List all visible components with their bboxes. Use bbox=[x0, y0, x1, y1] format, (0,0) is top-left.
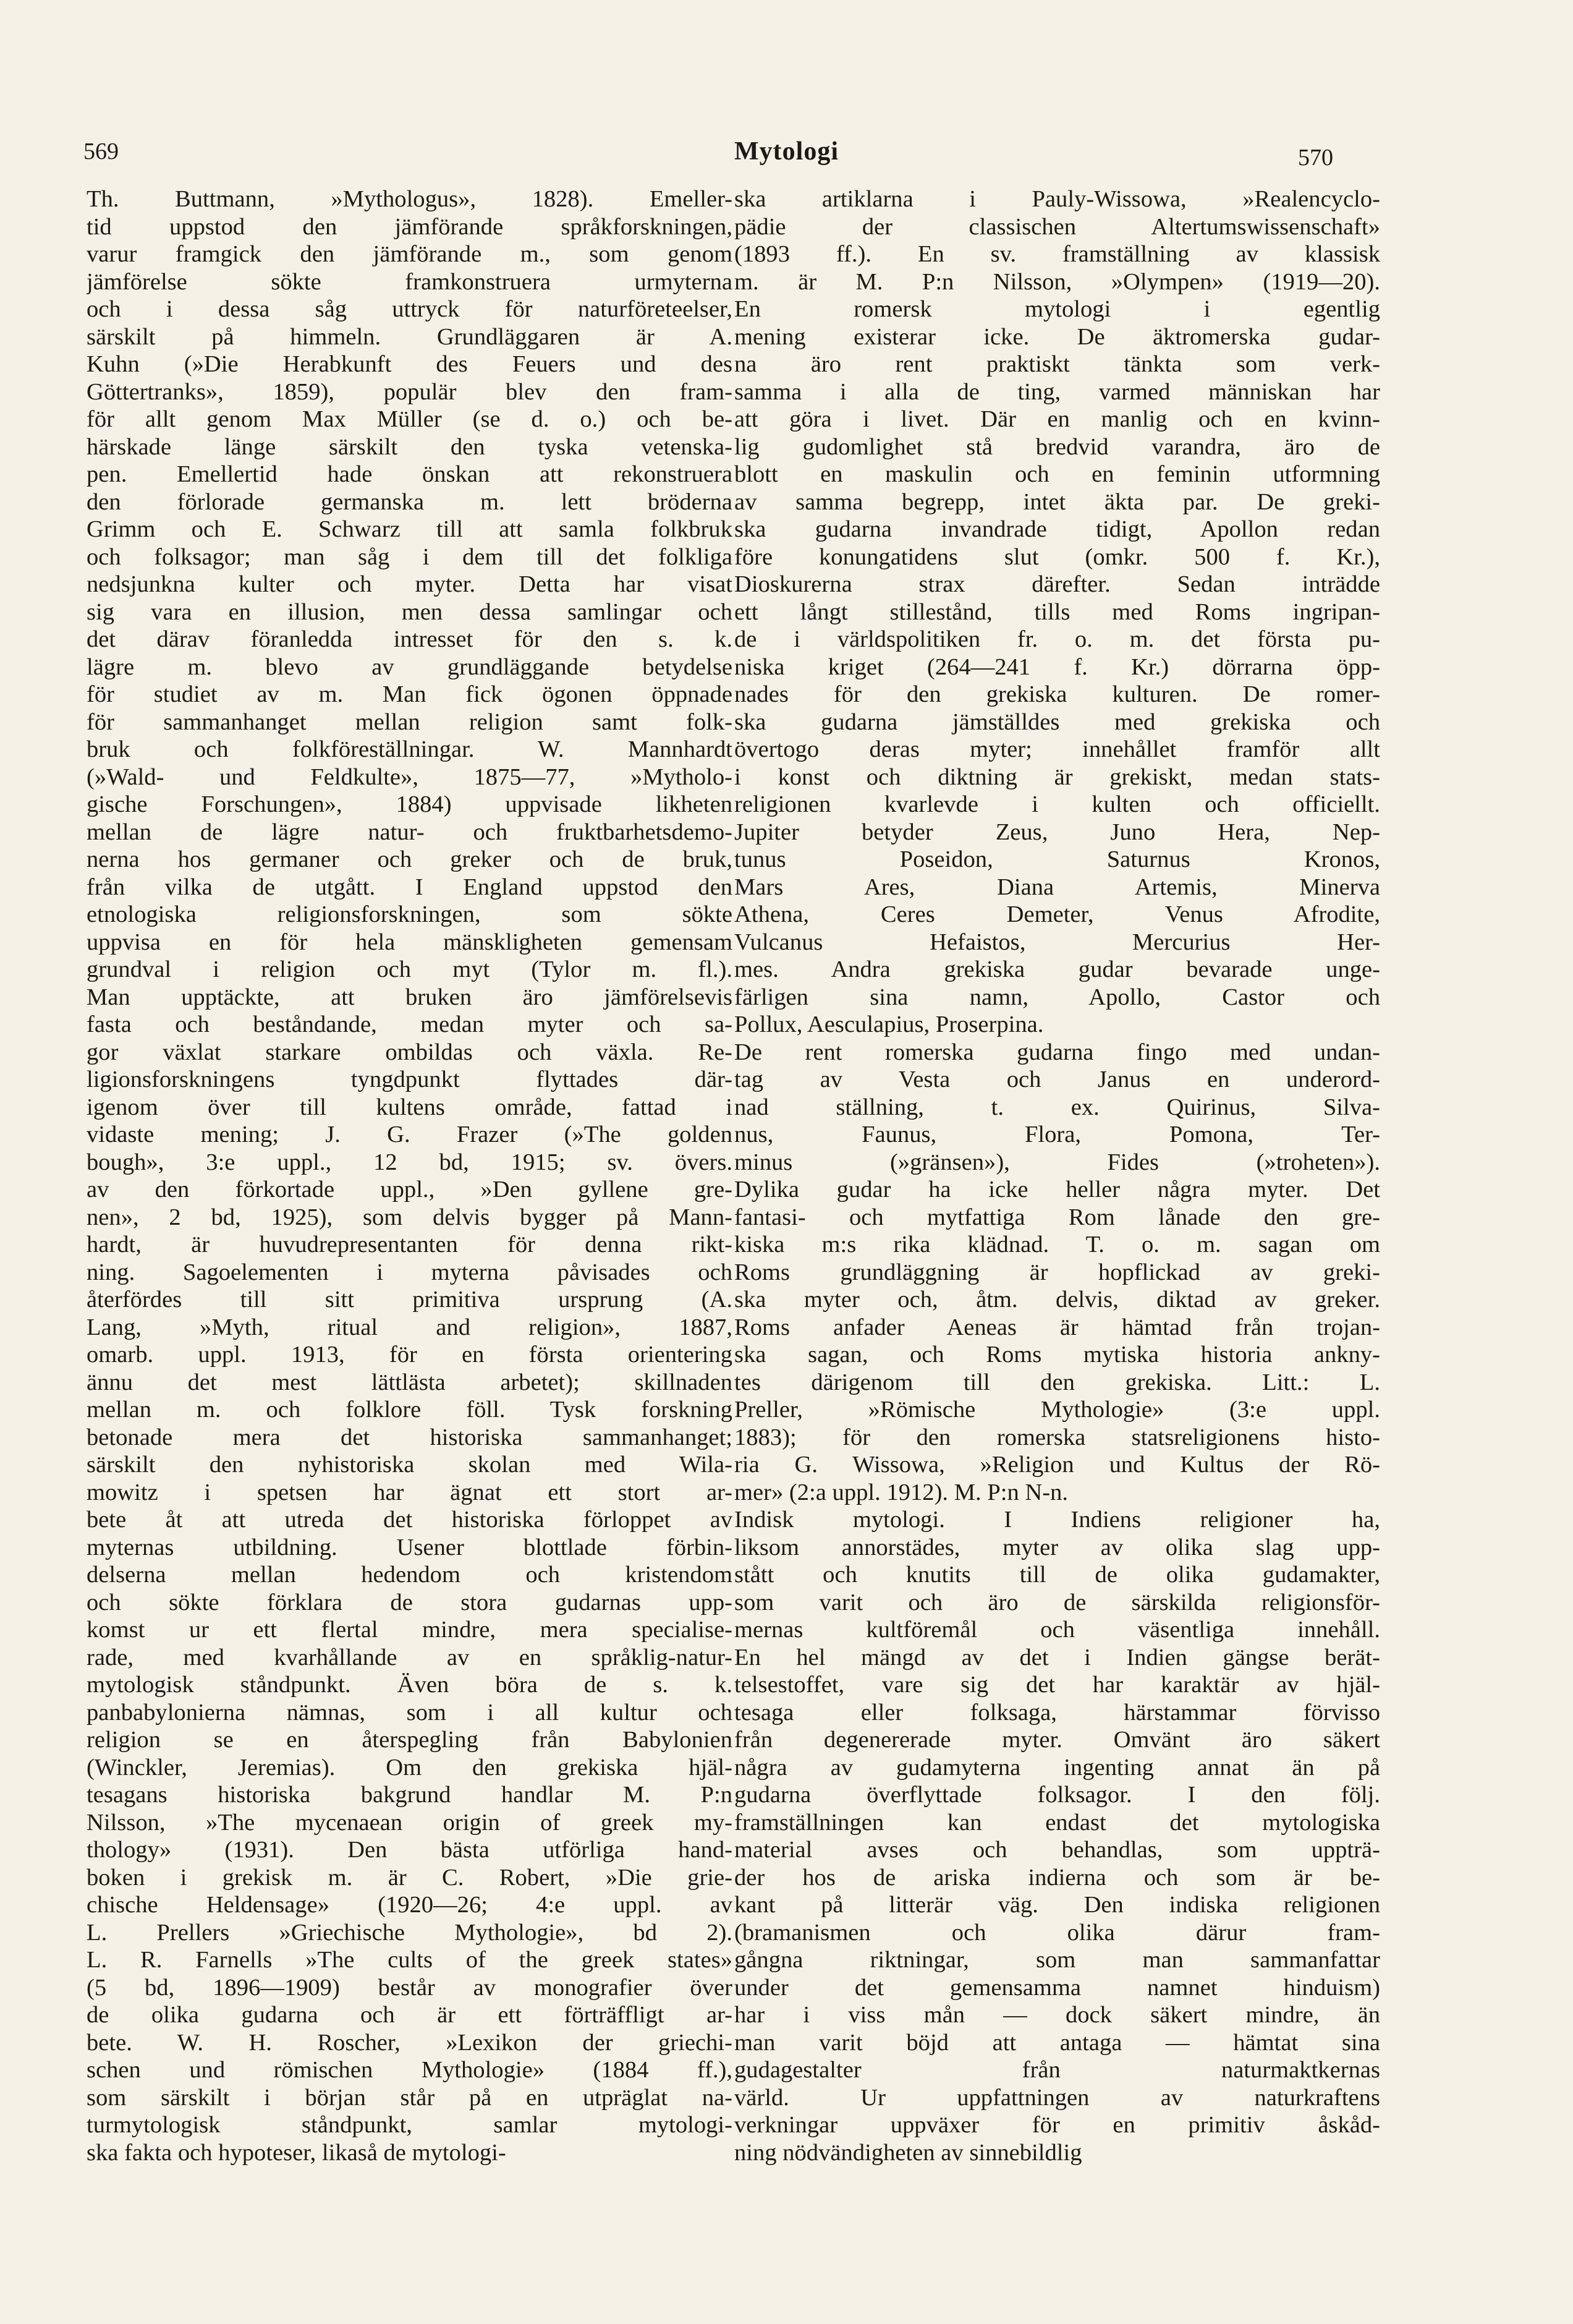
text-line: pädie der classischen Altertumswissenschaft» bbox=[734, 213, 1380, 240]
text-line: Pollux, Aesculapius, Proserpina. bbox=[734, 1011, 1044, 1037]
text-line: gudagestalter från naturmaktkernas bbox=[734, 2057, 1380, 2083]
text-line: har i viss mån — dock säkert mindre, än bbox=[734, 2002, 1380, 2028]
text-line: material avses och behandlas, som uppträ- bbox=[734, 1837, 1380, 1863]
text-line: som varit och äro de särskilda religionsför- bbox=[734, 1589, 1380, 1615]
text-line: religionen kvarlevde i kulten och officiellt. bbox=[734, 791, 1380, 817]
text-line: chische Heldensage» (1920—26; 4:e uppl. av bbox=[87, 1892, 732, 1918]
running-title: Mytologi bbox=[734, 137, 839, 166]
text-line: Göttertranks», 1859), populär blev den fram- bbox=[87, 378, 732, 405]
text-line: komst ur ett flertal mindre, mera specialise- bbox=[87, 1617, 732, 1643]
text-line: (5 bd, 1896—1909) består av monografier över bbox=[87, 1974, 732, 2001]
text-line: (bramanismen och olika därur fram- bbox=[734, 1919, 1380, 1946]
text-line: liksom annorstädes, myter av olika slag upp- bbox=[734, 1534, 1380, 1560]
text-line: na äro rent praktiskt tänkta som verk- bbox=[734, 351, 1380, 377]
text-line: ligionsforskningens tyngdpunkt flyttades där- bbox=[87, 1066, 732, 1092]
text-line: tesaga eller folksaga, härstammar förvisso bbox=[734, 1699, 1380, 1726]
text-line: ska artiklarna i Pauly-Wissowa, »Realencyclo- bbox=[734, 186, 1380, 212]
text-line: i konst och diktning är grekiskt, medan stats- bbox=[734, 764, 1380, 790]
text-line: pen. Emellertid hade önskan att rekonstruera bbox=[87, 461, 732, 487]
left-page-number: 569 bbox=[83, 138, 119, 164]
text-line: fantasi- och mytfattiga Rom lånade den gre- bbox=[734, 1204, 1380, 1230]
text-line: ska myter och, åtm. delvis, diktad av greker. bbox=[734, 1287, 1380, 1313]
text-line: och sökte förklara de stora gudarnas upp- bbox=[87, 1589, 732, 1615]
text-line: ett långt stillestånd, tills med Roms ingripan- bbox=[734, 598, 1380, 625]
text-line: mowitz i spetsen har ägnat ett stort ar- bbox=[87, 1479, 732, 1505]
text-line: delserna mellan hedendom och kristendom bbox=[87, 1562, 732, 1588]
text-line: varur framgick den jämförande m., som genom bbox=[87, 241, 732, 267]
text-line: gische Forschungen», 1884) uppvisade likheten bbox=[87, 791, 732, 817]
text-line: ning. Sagoelementen i myterna påvisades och bbox=[87, 1259, 732, 1285]
text-line: nedsjunkna kulter och myter. Detta har visat bbox=[87, 571, 732, 597]
text-line: samma i alla de ting, varmed människan har bbox=[734, 378, 1380, 405]
text-line: Kuhn (»Die Herabkunft des Feuers und des bbox=[87, 351, 732, 377]
text-line: det därav föranledda intresset för den s. k. bbox=[87, 626, 732, 652]
text-line: mening existerar icke. De äktromerska gudar- bbox=[734, 323, 1380, 350]
text-line: och folksagor; man såg i dem till det folkliga bbox=[87, 543, 732, 570]
text-line: för allt genom Max Müller (se d. o.) och be- bbox=[87, 406, 732, 432]
text-line: Jupiter betyder Zeus, Juno Hera, Nep- bbox=[734, 819, 1380, 845]
text-line: m. är M. P:n Nilsson, »Olympen» (1919—20). bbox=[734, 268, 1380, 295]
text-line: schen und römischen Mythologie» (1884 ff.), bbox=[87, 2057, 732, 2083]
text-line: bruk och folkföreställningar. W. Mannhardt bbox=[87, 736, 732, 762]
text-line: och i dessa såg uttryck för naturföreteelser, bbox=[87, 296, 732, 322]
text-line: att göra i livet. Där en manlig och en kvinn- bbox=[734, 406, 1380, 432]
text-line: Dylika gudar ha icke heller några myter. Det bbox=[734, 1177, 1380, 1202]
text-line: De rent romerska gudarna fingo med undan- bbox=[734, 1039, 1380, 1065]
text-line: En hel mängd av det i Indien gängse berät- bbox=[734, 1644, 1380, 1671]
text-line: Lang, »Myth, ritual and religion», 1887, bbox=[87, 1314, 732, 1340]
text-line: Roms anfader Aeneas är hämtad från trojan- bbox=[734, 1314, 1380, 1340]
text-line: under det gemensamma namnet hinduism) bbox=[734, 1974, 1380, 2001]
text-line: tesagans historiska bakgrund handlar M. P:n bbox=[87, 1782, 732, 1808]
text-line: uppvisa en för hela mänskligheten gemensam bbox=[87, 929, 732, 955]
text-line: panbabylonierna nämnas, som i all kultur och bbox=[87, 1699, 732, 1726]
text-line: En romersk mytologi i egentlig bbox=[734, 296, 1380, 322]
text-line: igenom över till kultens område, fattad i bbox=[87, 1094, 732, 1120]
text-line: tid uppstod den jämförande språkforskningen, bbox=[87, 213, 732, 240]
text-line: Nilsson, »The mycenaean origin of greek my- bbox=[87, 1809, 732, 1836]
right-text-column bbox=[734, 185, 1380, 2166]
text-line: särskilt den nyhistoriska skolan med Wila- bbox=[87, 1452, 732, 1478]
text-line: mernas kultföremål och väsentliga innehåll. bbox=[734, 1617, 1380, 1643]
text-line: minus (»gränsen»), Fides (»troheten»). bbox=[734, 1149, 1380, 1175]
left-text-column bbox=[87, 185, 732, 2166]
text-line: Roms grundläggning är hopflickad av greki- bbox=[734, 1259, 1380, 1285]
text-line: framställningen kan endast det mytologiska bbox=[734, 1809, 1380, 1836]
text-line: från vilka de utgått. I England uppstod den bbox=[87, 874, 732, 900]
text-line: mytologisk ståndpunkt. Även böra de s. k. bbox=[87, 1672, 732, 1698]
text-line: ria G. Wissowa, »Religion und Kultus der Rö- bbox=[734, 1452, 1380, 1478]
text-line: sig vara en illusion, men dessa samlingar och bbox=[87, 598, 732, 625]
text-line: Mars Ares, Diana Artemis, Minerva bbox=[734, 874, 1380, 900]
text-line: bete åt att utreda det historiska förloppet av bbox=[87, 1507, 732, 1533]
text-line: mellan de lägre natur- och fruktbarhetsdemo- bbox=[87, 819, 732, 845]
text-line: nad ställning, t. ex. Quirinus, Silva- bbox=[734, 1094, 1380, 1120]
text-line: värld. Ur uppfattningen av naturkraftens bbox=[734, 2084, 1380, 2111]
text-line: som särskilt i början står på en utpräglat na- bbox=[87, 2084, 732, 2111]
text-line: religion se en återspegling från Babylonien bbox=[87, 1727, 732, 1753]
text-line: mellan m. och folklore föll. Tysk forskning bbox=[87, 1397, 732, 1423]
text-line: turmytologisk ståndpunkt, samlar mytologi- bbox=[87, 2112, 732, 2138]
text-line: lägre m. blevo av grundläggande betydelse bbox=[87, 653, 732, 680]
text-line: ning nödvändigheten av sinnebildlig bbox=[734, 2139, 1082, 2166]
text-line: de i världspolitiken fr. o. m. det första pu- bbox=[734, 626, 1380, 652]
text-line: bough», 3:e uppl., 12 bd, 1915; sv. övers. bbox=[87, 1149, 732, 1175]
text-line: fasta och beståndande, medan myter och sa- bbox=[87, 1011, 732, 1037]
text-line: nus, Faunus, Flora, Pomona, Ter- bbox=[734, 1122, 1380, 1147]
text-line: Indisk mytologi. I Indiens religioner ha, bbox=[734, 1507, 1380, 1533]
text-line: omarb. uppl. 1913, för en första orientering bbox=[87, 1342, 732, 1368]
text-line: för studiet av m. Man fick ögonen öppnade bbox=[87, 681, 732, 707]
text-line: nerna hos germaner och greker och de bruk, bbox=[87, 846, 732, 872]
text-line: Th. Buttmann, »Mythologus», 1828). Emeller- bbox=[87, 186, 732, 212]
text-line: före konungatidens slut (omkr. 500 f. Kr.), bbox=[734, 543, 1380, 570]
text-line: (»Wald- und Feldkulte», 1875—77, »Mytholo- bbox=[87, 764, 732, 790]
text-line: mes. Andra grekiska gudar bevarade unge- bbox=[734, 956, 1380, 982]
text-line: vidaste mening; J. G. Frazer (»The golden bbox=[87, 1122, 732, 1147]
text-line: L. R. Farnells »The cults of the greek states» bbox=[87, 1947, 732, 1973]
text-line: kiska m:s rika klädnad. T. o. m. sagan om bbox=[734, 1232, 1380, 1258]
text-line: hardt, är huvudrepresentanten för denna rikt- bbox=[87, 1232, 732, 1258]
text-line: grundval i religion och myt (Tylor m. fl.). bbox=[87, 956, 732, 982]
text-line: färligen sina namn, Apollo, Castor och bbox=[734, 984, 1380, 1010]
text-line: ska gudarna invandrade tidigt, Apollon redan bbox=[734, 516, 1380, 542]
text-line: övertogo deras myter; innehållet framför allt bbox=[734, 736, 1380, 762]
text-line: boken i grekisk m. är C. Robert, »Die grie- bbox=[87, 1864, 732, 1891]
text-line: Man upptäckte, att bruken äro jämförelsevis bbox=[87, 984, 732, 1010]
text-line: ska fakta och hypoteser, likaså de mytologi- bbox=[87, 2139, 506, 2166]
text-line: återfördes till sitt primitiva ursprung (A. bbox=[87, 1287, 732, 1313]
text-line: (Winckler, Jeremias). Om den grekiska hjäl- bbox=[87, 1754, 732, 1781]
text-line: gångna riktningar, som man sammanfattar bbox=[734, 1947, 1380, 1973]
text-line: från degenererade myter. Omvänt äro säkert bbox=[734, 1727, 1380, 1753]
text-line: av samma begrepp, intet äkta par. De greki- bbox=[734, 488, 1380, 515]
text-line: av den förkortade uppl., »Den gyllene gre- bbox=[87, 1177, 732, 1202]
text-line: ska gudarna jämställdes med grekiska och bbox=[734, 709, 1380, 735]
text-line: L. Prellers »Griechische Mythologie», bd 2). bbox=[87, 1919, 732, 1946]
text-line: Vulcanus Hefaistos, Mercurius Her- bbox=[734, 929, 1380, 955]
text-line: der hos de ariska indierna och som är be- bbox=[734, 1864, 1380, 1891]
text-line: nen», 2 bd, 1925), som delvis bygger på Mann- bbox=[87, 1204, 732, 1230]
text-line: jämförelse sökte framkonstruera urmyterna bbox=[87, 268, 732, 295]
text-line: bete. W. H. Roscher, »Lexikon der griechi- bbox=[87, 2029, 732, 2056]
text-line: lig gudomlighet stå bredvid varandra, äro de bbox=[734, 433, 1380, 460]
text-line: Dioskurerna strax därefter. Sedan inträdde bbox=[734, 571, 1380, 597]
text-line: etnologiska religionsforskningen, som sökte bbox=[87, 901, 732, 927]
text-line: den förlorade germanska m. lett bröderna bbox=[87, 488, 732, 515]
text-line: tag av Vesta och Janus en underord- bbox=[734, 1066, 1380, 1092]
text-line: Preller, »Römische Mythologie» (3:e uppl. bbox=[734, 1397, 1380, 1423]
text-line: de olika gudarna och är ett förträffligt ar- bbox=[87, 2002, 732, 2028]
text-line: blott en maskulin och en feminin utformning bbox=[734, 461, 1380, 487]
text-line: nades för den grekiska kulturen. De romer- bbox=[734, 681, 1380, 707]
text-line: mer» (2:a uppl. 1912). M. P:n N-n. bbox=[734, 1479, 1069, 1505]
text-line: man varit böjd att antaga — hämtat sina bbox=[734, 2029, 1380, 2056]
text-line: tunus Poseidon, Saturnus Kronos, bbox=[734, 846, 1380, 872]
text-line: ska sagan, och Roms mytiska historia ankny- bbox=[734, 1342, 1380, 1368]
text-line: särskilt på himmeln. Grundläggaren är A. bbox=[87, 323, 732, 350]
text-line: (1893 ff.). En sv. framställning av klassisk bbox=[734, 241, 1380, 267]
text-line: thology» (1931). Den bästa utförliga hand- bbox=[87, 1837, 732, 1863]
text-line: telsestoffet, vare sig det har karaktär av hjäl- bbox=[734, 1672, 1380, 1698]
text-line: niska kriget (264—241 f. Kr.) dörrarna öpp- bbox=[734, 653, 1380, 680]
text-line: gor växlat starkare ombildas och växla. Re- bbox=[87, 1039, 732, 1065]
text-line: stått och knutits till de olika gudamakter, bbox=[734, 1562, 1380, 1588]
text-line: betonade mera det historiska sammanhanget; bbox=[87, 1424, 732, 1450]
text-line: härskade länge särskilt den tyska vetenska- bbox=[87, 433, 732, 460]
right-page-number: 570 bbox=[1298, 145, 1333, 171]
text-line: för sammanhanget mellan religion samt folk- bbox=[87, 709, 732, 735]
text-line: 1883); för den romerska statsreligionens histo- bbox=[734, 1424, 1380, 1450]
text-line: Athena, Ceres Demeter, Venus Afrodite, bbox=[734, 901, 1380, 927]
text-line: ännu det mest lättlästa arbetet); skillnaden bbox=[87, 1369, 732, 1395]
text-line: Grimm och E. Schwarz till att samla folkbruk bbox=[87, 516, 732, 542]
text-line: tes därigenom till den grekiska. Litt.: L. bbox=[734, 1369, 1380, 1395]
text-line: myternas utbildning. Usener blottlade förbin- bbox=[87, 1534, 732, 1560]
text-line: verkningar uppväxer för en primitiv åskåd- bbox=[734, 2112, 1380, 2138]
text-line: gudarna överflyttade folksagor. I den följ. bbox=[734, 1782, 1380, 1808]
text-line: några av gudamyterna ingenting annat än på bbox=[734, 1754, 1380, 1781]
text-line: kant på litterär väg. Den indiska religionen bbox=[734, 1892, 1380, 1918]
text-line: rade, med kvarhållande av en språklig-natur- bbox=[87, 1644, 732, 1671]
